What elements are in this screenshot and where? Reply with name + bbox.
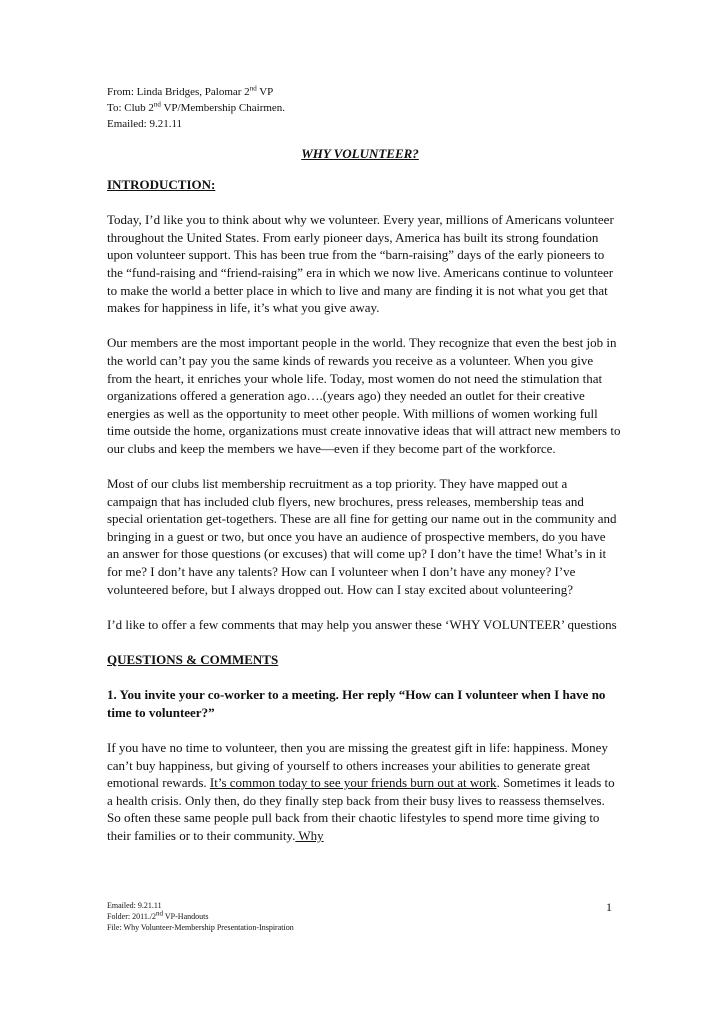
paragraph-intro: Today, I’d like you to think about why we volunteer. Every year, millions of Americans volunteer throughout the United States. From early pioneer days, America has built its strong foundation upon volunteer support. This has been true from the “barn-raising” days of the early pioneers to the “fund-raising and “friend-raising” era in which we now live. Americans continue to volunteer to make the world a better place in which to live and many are finding it is not what you get that makes for happiness in life, it’s what you give away. <box>107 212 614 316</box>
memo-header <box>107 84 285 132</box>
underlined-phrase: It’s common today to see your friends burn out at work <box>209 775 497 791</box>
footer-folder: Folder: 2011./2nd VP-Handouts <box>107 909 209 921</box>
question-1: 1. You invite your co-worker to a meeting. Her reply “How can I volunteer when I have no time to volunteer?” <box>107 687 606 720</box>
from-line: From: Linda Bridges, Palomar 2nd VP <box>107 84 274 98</box>
page-number: 1 <box>606 900 612 914</box>
document-title: WHY VOLUNTEER? <box>301 146 419 161</box>
introduction-heading: INTRODUCTION: <box>107 177 216 192</box>
questions-comments-heading: QUESTIONS & COMMENTS <box>107 652 279 668</box>
paragraph-recruitment: Most of our clubs list membership recruitment as a top priority. They have mapped out a campaign that has included club flyers, new brochures, press releases, membership teas and special orientation get-togethers. These are all fine for getting our name out in the community and bringing in a guest or two, but once you have an audience of prospective members, do you have an answer for those questions (or excuses) that will come up? I don’t have the time! What’s in it for me? I don’t have any talents? How can I volunteer when I don’t have any money? I’ve volunteered before, but I always dropped out. How can I stay excited about volunteering? <box>107 476 617 597</box>
answer-1: If you have no time to volunteer, then you are missing the greatest gift in life: happiness. Money can’t buy happiness, but giving of yourself to others increases your abilities to generate great emotional rewards. It’s common today to see your friends burn out at work. Sometimes it leads to a health crisis. Only then, do they finally step back from their busy lives to reassess themselves. So often these same people pull back from their chaotic lifestyles to spend more time giving to their families or to their community. Why <box>107 740 615 843</box>
paragraph-offer: I’d like to offer a few comments that may help you answer these ‘WHY VOLUNTEER’ questions <box>107 616 617 632</box>
document-body <box>107 176 621 862</box>
underlined-continuation: Why <box>295 827 324 843</box>
emailed-line: Emailed: 9.21.11 <box>107 118 183 130</box>
footer-emailed: Emailed: 9.21.11 <box>107 901 162 910</box>
to-line: To: Club 2nd VP/Membership Chairmen. <box>107 100 286 114</box>
page-footer <box>107 900 294 933</box>
paragraph-members: Our members are the most important people in the world. They recognize that even the best job in the world can’t pay you the same kinds of rewards you receive as a volunteer. When you give from the heart, it enriches your whole life. Today, most women do not need the stimulation that organizations offered a generation ago….(years ago) they needed an outlet for their creative energies as well as the opportunity to meet other people. With millions of women working full time outside the home, organizations must create innovative ideas that will attract new members to our clubs and keep the members we have—even if they become part of the workforce. <box>107 335 621 456</box>
footer-file: File: Why Volunteer-Membership Presentation-Inspiration <box>107 923 294 932</box>
